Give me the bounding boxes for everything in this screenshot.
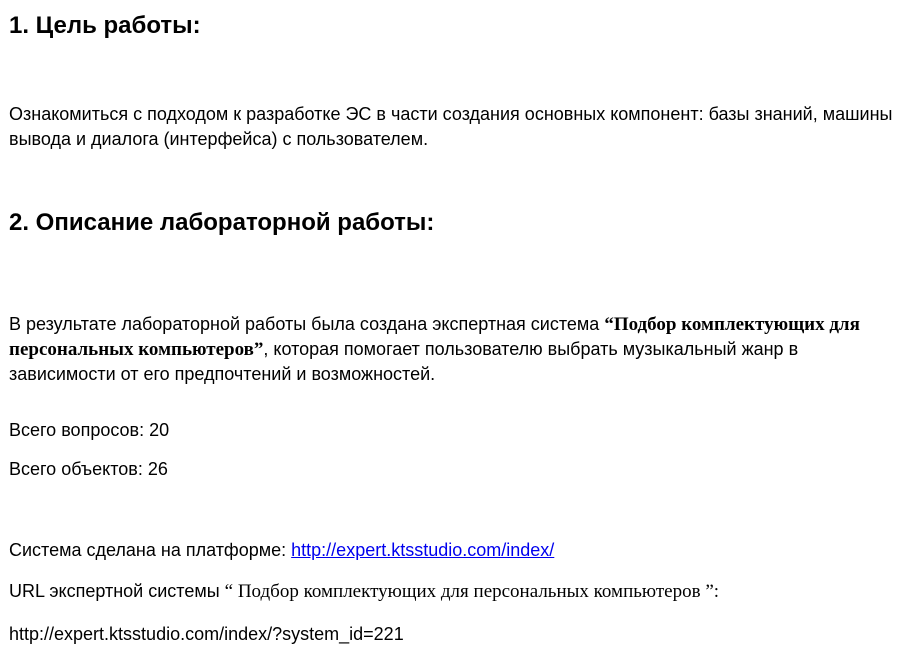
platform-link[interactable]: http://expert.ktsstudio.com/index/ <box>291 540 555 560</box>
system-url: http://expert.ktsstudio.com/index/?system_id=221 <box>9 624 404 644</box>
section-2-intro <box>9 312 904 387</box>
section-1-text: Ознакомиться с подходом к разработке ЭС в части создания основных компонент: базы знаний, машины вывода и диалога (интерфейса) с пользователем. <box>9 104 893 149</box>
system-name: “Подбор комплектующих для персональных компьютеров” <box>9 314 860 360</box>
intro-text-after: , которая помогает пользователю выбрать музыкальный жанр в зависимости от его предпочтений и возможностей. <box>9 339 799 384</box>
url-label-system-name: “ Подбор комплектующих для персональных компьютеров ”: <box>224 581 720 602</box>
url-label-line <box>9 579 904 604</box>
objects-total: Всего объектов: 26 <box>9 459 168 479</box>
platform-label: Система сделана на платформе: <box>9 540 292 560</box>
section-1-heading: 1. Цель работы: <box>9 12 201 39</box>
questions-total: Всего вопросов: 20 <box>9 420 170 440</box>
platform-line <box>9 538 904 563</box>
section-2-heading: 2. Описание лабораторной работы: <box>9 209 435 236</box>
url-label-text: URL экспертной системы <box>9 581 225 601</box>
intro-text-before: В результате лабораторной работы была создана экспертная система <box>9 314 605 334</box>
